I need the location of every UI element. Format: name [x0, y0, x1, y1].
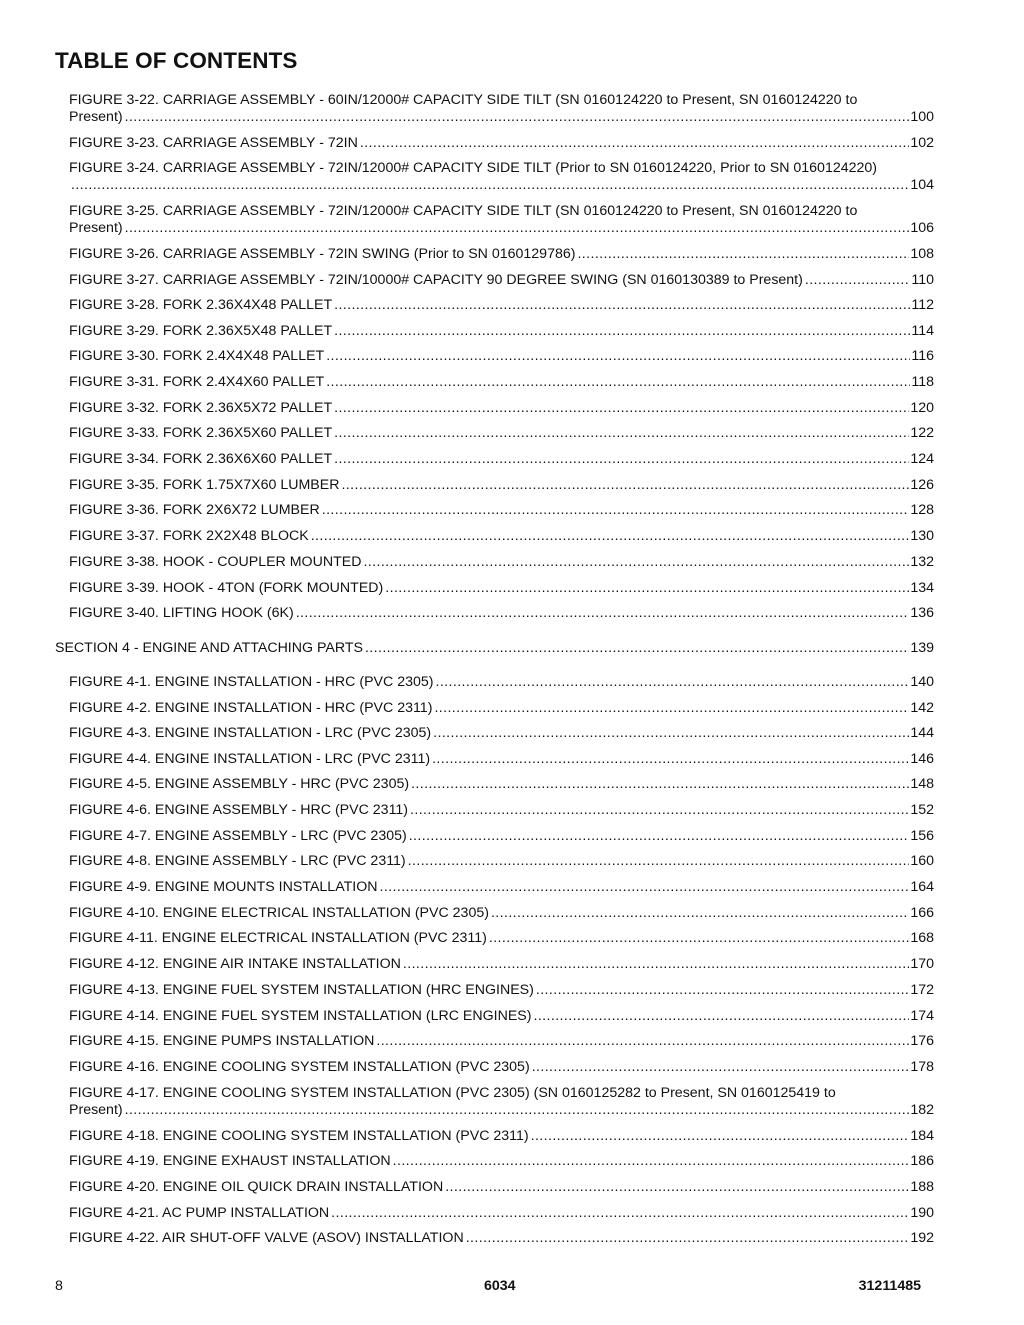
- toc-entry-title-continued: Present): [69, 1102, 123, 1118]
- toc-entry[interactable]: [69, 580, 934, 597]
- dot-leader: [125, 220, 910, 237]
- toc-entry-title: FIGURE 3-27. CARRIAGE ASSEMBLY - 72IN/10000# CAPACITY 90 DEGREE SWING (SN 0160130389 to Present): [69, 272, 803, 288]
- toc-entry[interactable]: [69, 400, 934, 417]
- toc-entry[interactable]: [69, 554, 934, 571]
- toc-entry-title: FIGURE 3-25. CARRIAGE ASSEMBLY - 72IN/12000# CAPACITY SIDE TILT (SN 0160124220 to Present, SN 0160124220 to: [69, 203, 858, 219]
- toc-page-number: 188: [910, 1179, 934, 1195]
- toc-entry[interactable]: [69, 348, 934, 365]
- dot-leader: [125, 109, 910, 126]
- toc-entry-title: FIGURE 3-22. CARRIAGE ASSEMBLY - 60IN/12000# CAPACITY SIDE TILT (SN 0160124220 to Present, SN 0160124220 to: [69, 92, 858, 108]
- dot-leader: [435, 674, 909, 691]
- toc-entry-title: FIGURE 3-35. FORK 1.75X7X60 LUMBER: [69, 477, 340, 493]
- dot-leader: [805, 272, 911, 289]
- toc-page-number: 142: [910, 700, 934, 716]
- toc-entry[interactable]: [69, 605, 934, 622]
- dot-leader: [409, 828, 910, 845]
- toc-entry-title: FIGURE 4-7. ENGINE ASSEMBLY - LRC (PVC 2305): [69, 828, 407, 844]
- toc-entry[interactable]: [69, 135, 934, 152]
- toc-entry-title: FIGURE 4-20. ENGINE OIL QUICK DRAIN INSTALLATION: [69, 1179, 444, 1195]
- toc-page-number: 102: [910, 135, 934, 151]
- page-title: TABLE OF CONTENTS: [55, 48, 298, 73]
- dot-leader: [410, 802, 909, 819]
- toc-page-number: 144: [910, 725, 934, 741]
- dot-leader: [466, 1230, 910, 1247]
- toc-entry-title: FIGURE 4-5. ENGINE ASSEMBLY - HRC (PVC 2305): [69, 776, 410, 792]
- toc-page-number: 118: [911, 374, 934, 390]
- toc-entry[interactable]: [69, 776, 934, 793]
- toc-entry-title-continued: Present): [69, 109, 123, 125]
- toc-entry[interactable]: [69, 1008, 934, 1025]
- toc-page-number: 164: [910, 879, 934, 895]
- toc-page-number: 112: [911, 297, 934, 313]
- toc-entry[interactable]: [69, 246, 934, 263]
- toc-page-number: 172: [910, 982, 934, 998]
- dot-leader: [432, 751, 909, 768]
- toc-entry-title: FIGURE 4-12. ENGINE AIR INTAKE INSTALLATION: [69, 956, 401, 972]
- toc-page-number: 124: [910, 451, 934, 467]
- toc-entry-title: FIGURE 3-36. FORK 2X6X72 LUMBER: [69, 502, 320, 518]
- toc-page-number: 122: [910, 425, 934, 441]
- toc-entry-title: FIGURE 4-21. AC PUMP INSTALLATION: [69, 1205, 330, 1221]
- toc-entry-title: FIGURE 4-4. ENGINE INSTALLATION - LRC (PVC 2311): [69, 751, 431, 767]
- toc-entry[interactable]: [69, 982, 934, 999]
- dot-leader: [365, 640, 909, 657]
- toc-entry[interactable]: [69, 828, 934, 845]
- dot-leader: [334, 400, 909, 417]
- toc-entry[interactable]: [69, 425, 934, 442]
- toc-entry-title: FIGURE 4-14. ENGINE FUEL SYSTEM INSTALLATION (LRC ENGINES): [69, 1008, 532, 1024]
- toc-page-number: 156: [910, 828, 934, 844]
- toc-entry[interactable]: [69, 802, 934, 819]
- dot-leader: [341, 477, 909, 494]
- toc-entry[interactable]: [69, 700, 934, 717]
- toc-entry-title: FIGURE 3-33. FORK 2.36X5X60 PALLET: [69, 425, 333, 441]
- toc-entry-title: FIGURE 4-10. ENGINE ELECTRICAL INSTALLATION (PVC 2305): [69, 905, 489, 921]
- toc-entry-title: FIGURE 4-22. AIR SHUT-OFF VALVE (ASOV) INSTALLATION: [69, 1230, 464, 1246]
- toc-page-number: 178: [910, 1059, 934, 1075]
- toc-entry[interactable]: [69, 1085, 934, 1119]
- dot-leader: [445, 1179, 909, 1196]
- toc-entry-title: FIGURE 4-15. ENGINE PUMPS INSTALLATION: [69, 1033, 375, 1049]
- dot-leader: [71, 177, 909, 194]
- toc-entry-title: FIGURE 3-24. CARRIAGE ASSEMBLY - 72IN/12000# CAPACITY SIDE TILT (Prior to SN 0160124220, Prior to SN 0160124220): [69, 160, 878, 176]
- toc-entry[interactable]: [69, 92, 934, 126]
- toc-entry[interactable]: [69, 477, 934, 494]
- toc-entry[interactable]: [69, 879, 934, 896]
- dot-leader: [536, 982, 909, 999]
- toc-entry-title: FIGURE 4-17. ENGINE COOLING SYSTEM INSTALLATION (PVC 2305) (SN 0160125282 to Present, SN 0160125419 to: [69, 1085, 836, 1101]
- toc-entry[interactable]: [69, 323, 934, 340]
- toc-entry-title: FIGURE 3-28. FORK 2.36X4X48 PALLET: [69, 297, 333, 313]
- dot-leader: [532, 1059, 910, 1076]
- dot-leader: [331, 1205, 909, 1222]
- toc-page-number: 184: [910, 1128, 934, 1144]
- toc-entry-title: FIGURE 3-32. FORK 2.36X5X72 PALLET: [69, 400, 333, 416]
- toc-page-number: 139: [910, 640, 934, 656]
- toc-page-number: 114: [911, 323, 934, 339]
- toc-entry[interactable]: [69, 1153, 934, 1170]
- toc-page-number: 132: [910, 554, 934, 570]
- toc-entry-title: FIGURE 4-18. ENGINE COOLING SYSTEM INSTALLATION (PVC 2311): [69, 1128, 529, 1144]
- toc-entry-title: FIGURE 4-3. ENGINE INSTALLATION - LRC (PVC 2305): [69, 725, 432, 741]
- toc-entry[interactable]: [69, 451, 934, 468]
- toc-entry-title: FIGURE 3-38. HOOK - COUPLER MOUNTED: [69, 554, 362, 570]
- toc-page-number: 174: [910, 1008, 934, 1024]
- dot-leader: [363, 554, 909, 571]
- toc-entry[interactable]: [69, 853, 934, 870]
- dot-leader: [334, 425, 909, 442]
- dot-leader: [433, 725, 909, 742]
- footer-model: 6034: [484, 1278, 516, 1294]
- toc-entry-title: FIGURE 3-30. FORK 2.4X4X48 PALLET: [69, 348, 325, 364]
- toc-entry-title: FIGURE 3-31. FORK 2.4X4X60 PALLET: [69, 374, 325, 390]
- dot-leader: [491, 905, 909, 922]
- dot-leader: [376, 1033, 909, 1050]
- dot-leader: [434, 700, 909, 717]
- toc-entry[interactable]: [69, 374, 934, 391]
- toc-entry-title: FIGURE 4-16. ENGINE COOLING SYSTEM INSTALLATION (PVC 2305): [69, 1059, 530, 1075]
- toc-entry[interactable]: [69, 272, 934, 289]
- dot-leader: [296, 605, 910, 622]
- toc-page-number: 166: [910, 905, 934, 921]
- toc-entry-title: FIGURE 4-8. ENGINE ASSEMBLY - LRC (PVC 2311): [69, 853, 406, 869]
- toc-entry[interactable]: [69, 1205, 934, 1222]
- dot-leader: [322, 502, 910, 519]
- toc-page-number: 182: [910, 1102, 934, 1118]
- toc-entry[interactable]: [69, 674, 934, 691]
- toc-page-number: 190: [910, 1205, 934, 1221]
- dot-leader: [489, 930, 909, 947]
- dot-leader: [326, 348, 910, 365]
- toc-entry[interactable]: [69, 502, 934, 519]
- toc-entry-title: FIGURE 3-34. FORK 2.36X6X60 PALLET: [69, 451, 333, 467]
- toc-entry-title: FIGURE 3-39. HOOK - 4TON (FORK MOUNTED): [69, 580, 384, 596]
- toc-page-number: 116: [911, 348, 934, 364]
- toc-entry[interactable]: [69, 751, 934, 768]
- dot-leader: [125, 1102, 910, 1119]
- dot-leader: [403, 956, 909, 973]
- toc-page-number: 130: [910, 528, 934, 544]
- toc-entry-title: FIGURE 4-9. ENGINE MOUNTS INSTALLATION: [69, 879, 378, 895]
- toc-entry-title: FIGURE 3-37. FORK 2X2X48 BLOCK: [69, 528, 309, 544]
- dot-leader: [334, 323, 910, 340]
- dot-leader: [311, 528, 910, 545]
- toc-entry[interactable]: [69, 1059, 934, 1076]
- dot-leader: [334, 451, 909, 468]
- dot-leader: [531, 1128, 910, 1145]
- toc-entry[interactable]: [69, 1128, 934, 1145]
- toc-entry[interactable]: [69, 956, 934, 973]
- toc-entry-title: FIGURE 3-29. FORK 2.36X5X48 PALLET: [69, 323, 333, 339]
- toc-page-number: 100: [910, 109, 934, 125]
- dot-leader: [326, 374, 910, 391]
- toc-entry-title: SECTION 4 - ENGINE AND ATTACHING PARTS: [55, 640, 363, 656]
- footer-page-number: 8: [55, 1278, 63, 1294]
- toc-page-number: 140: [910, 674, 934, 690]
- toc-page-number: 136: [910, 605, 934, 621]
- toc-page-number: 160: [910, 853, 934, 869]
- toc-page-number: 104: [910, 177, 934, 193]
- toc-entry[interactable]: [69, 905, 934, 922]
- toc-page-number: 148: [910, 776, 934, 792]
- toc-entry-title: FIGURE 4-19. ENGINE EXHAUST INSTALLATION: [69, 1153, 391, 1169]
- toc-page-number: 120: [910, 400, 934, 416]
- toc-entry[interactable]: [69, 1033, 934, 1050]
- dot-leader: [380, 879, 910, 896]
- toc-entry[interactable]: [69, 930, 934, 947]
- toc-page-number: 192: [910, 1230, 934, 1246]
- dot-leader: [360, 135, 909, 152]
- toc-entry-title-continued: Present): [69, 220, 123, 236]
- toc-entry[interactable]: [69, 160, 934, 194]
- dot-leader: [408, 853, 910, 870]
- toc-page-number: 146: [910, 751, 934, 767]
- toc-entry-title: FIGURE 3-23. CARRIAGE ASSEMBLY - 72IN: [69, 135, 358, 151]
- toc-entry[interactable]: [69, 297, 934, 314]
- toc-page-number: 170: [910, 956, 934, 972]
- dot-leader: [577, 246, 909, 263]
- toc-entry-title: FIGURE 4-13. ENGINE FUEL SYSTEM INSTALLATION (HRC ENGINES): [69, 982, 534, 998]
- toc-page-number: 168: [910, 930, 934, 946]
- toc-page-number: 126: [910, 477, 934, 493]
- toc-entry[interactable]: [69, 528, 934, 545]
- toc-entry-title: FIGURE 3-26. CARRIAGE ASSEMBLY - 72IN SWING (Prior to SN 0160129786): [69, 246, 576, 262]
- dot-leader: [411, 776, 909, 793]
- dot-leader: [534, 1008, 910, 1025]
- toc-page-number: 128: [910, 502, 934, 518]
- toc-entry-title: FIGURE 3-40. LIFTING HOOK (6K): [69, 605, 294, 621]
- toc-entry-title: FIGURE 4-6. ENGINE ASSEMBLY - HRC (PVC 2311): [69, 802, 409, 818]
- toc-entry[interactable]: [69, 1230, 934, 1247]
- toc-entry-title: FIGURE 4-11. ENGINE ELECTRICAL INSTALLATION (PVC 2311): [69, 930, 487, 946]
- toc-page-number: 152: [910, 802, 934, 818]
- toc-page-number: 108: [910, 246, 934, 262]
- toc-entry[interactable]: [69, 1179, 934, 1196]
- toc-entry-title: FIGURE 4-1. ENGINE INSTALLATION - HRC (PVC 2305): [69, 674, 434, 690]
- dot-leader: [385, 580, 909, 597]
- footer-doc-number: 31211485: [858, 1278, 921, 1294]
- toc-page-number: 176: [910, 1033, 934, 1049]
- dot-leader: [334, 297, 910, 314]
- toc-entry[interactable]: [69, 203, 934, 237]
- toc-page-number: 186: [910, 1153, 934, 1169]
- toc-entry[interactable]: [69, 725, 934, 742]
- toc-entry-title: FIGURE 4-2. ENGINE INSTALLATION - HRC (PVC 2311): [69, 700, 433, 716]
- dot-leader: [393, 1153, 910, 1170]
- toc-page-number: 134: [910, 580, 934, 596]
- toc-section-entry[interactable]: [55, 640, 934, 657]
- toc-page-number: 110: [911, 272, 934, 288]
- toc-page-number: 106: [910, 220, 934, 236]
